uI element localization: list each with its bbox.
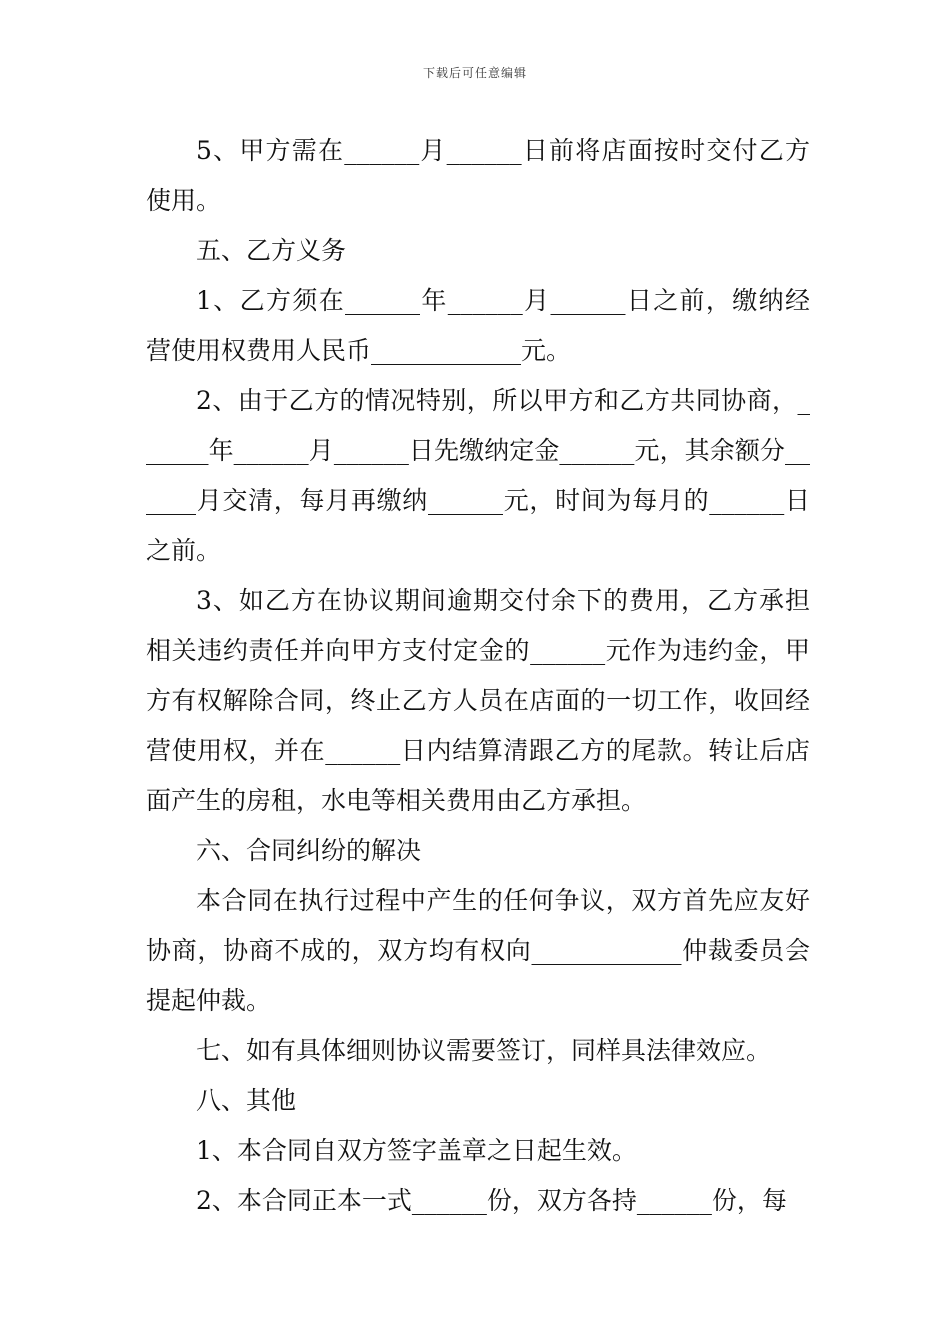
clause-5-delivery: 5、甲方需在______月______日前将店面按时交付乙方使用。 (146, 136, 810, 215)
section-8-heading: 八、其他 (196, 1086, 297, 1115)
clause-1-payment: 1、乙方须在______年______月______日之前，缴纳经营使用权费用人民币____________元。 (146, 286, 810, 365)
document-body (146, 126, 810, 1226)
clause-2-deposit: 2、由于乙方的情况特别，所以甲方和乙方共同协商，______年______月______日先缴纳定金______元，其余额分______月交清，每月再缴纳______元，时间为每月的______日之前。 (146, 386, 810, 565)
other-clause-1: 1、本合同自双方签字盖章之日起生效。 (196, 1136, 637, 1165)
page-header: 下载后可任意编辑 (422, 66, 527, 80)
section-6-heading: 六、合同纠纷的解决 (196, 836, 422, 865)
other-clause-2: 2、本合同正本一式______份，双方各持______份，每 (196, 1186, 787, 1215)
section-7-heading: 七、如有具体细则协议需要签订，同样具法律效应。 (196, 1036, 772, 1065)
clause-3-breach: 3、如乙方在协议期间逾期交付余下的费用，乙方承担相关违约责任并向甲方支付定金的______元作为违约金，甲方有权解除合同，终止乙方人员在店面的一切工作，收回经营使用权，并在______日内结算清跟乙方的尾款。转让后店面产生的房租，水电等相关费用由乙方承担。 (146, 586, 810, 815)
dispute-resolution-paragraph: 本合同在执行过程中产生的任何争议，双方首先应友好协商，协商不成的，双方均有权向____________仲裁委员会提起仲裁。 (146, 886, 810, 1015)
section-5-heading: 五、乙方义务 (196, 236, 347, 265)
